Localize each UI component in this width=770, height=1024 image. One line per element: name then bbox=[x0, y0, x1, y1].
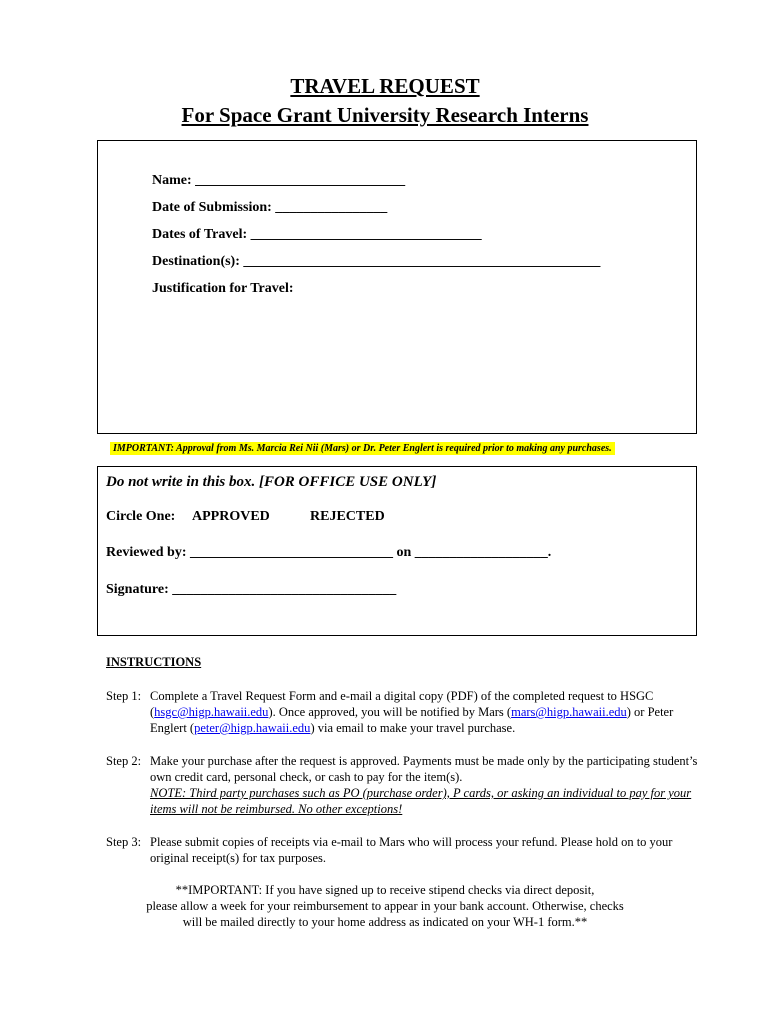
step-3 bbox=[106, 834, 706, 866]
step-1-label: Step 1: bbox=[106, 689, 142, 703]
reviewed-by-field[interactable]: Reviewed by: _____________________________ on ___________________. bbox=[106, 545, 552, 560]
page-title: TRAVEL REQUEST bbox=[290, 74, 480, 98]
closing-line-2: please allow a week for your reimbursement to appear in your bank account. Otherwise, checks bbox=[146, 899, 624, 913]
closing-notice bbox=[0, 882, 770, 930]
step-3-label: Step 3: bbox=[106, 835, 142, 849]
approved-option[interactable]: APPROVED bbox=[192, 509, 270, 524]
rejected-option[interactable]: REJECTED bbox=[310, 509, 385, 524]
closing-line-3: will be mailed directly to your home address as indicated on your WH-1 form.** bbox=[182, 915, 588, 929]
destinations-field[interactable]: Destination(s): ___________________________________________________ bbox=[152, 254, 601, 269]
step-1-text-a: Complete a Travel Request Form and e-mail a digital copy (PDF) of the completed request to HSGC ( bbox=[150, 689, 654, 719]
hsgc-email-link[interactable]: hsgc@higp.hawaii.edu bbox=[154, 705, 269, 719]
justification-field[interactable]: Justification for Travel: bbox=[152, 281, 294, 296]
mars-email-link[interactable]: mars@higp.hawaii.edu bbox=[511, 705, 627, 719]
travel-dates-field[interactable]: Dates of Travel: _________________________________ bbox=[152, 227, 482, 242]
step-2 bbox=[106, 753, 706, 817]
step-1-text-b: ). Once approved, you will be notified by Mars ( bbox=[268, 705, 512, 719]
closing-line-1: **IMPORTANT: If you have signed up to receive stipend checks via direct deposit, bbox=[175, 883, 595, 897]
step-3-text: Please submit copies of receipts via e-mail to Mars who will process your refund. Please hold on to your original receipt(s) for tax purposes. bbox=[150, 835, 673, 865]
instructions-heading: INSTRUCTIONS bbox=[106, 655, 202, 669]
signature-field[interactable]: Signature: ________________________________ bbox=[106, 582, 397, 597]
step-2-note: NOTE: Third party purchases such as PO (purchase order), P cards, or asking an individual to pay for your items will not be reimbursed. No other exceptions! bbox=[150, 786, 692, 816]
step-2-label: Step 2: bbox=[106, 754, 142, 768]
step-2-text: Make your purchase after the request is approved. Payments must be made only by the participating student’s own credit card, personal check, or cash to pay for the item(s). bbox=[150, 754, 698, 784]
name-field[interactable]: Name: ______________________________ bbox=[152, 173, 406, 188]
step-1 bbox=[106, 688, 706, 736]
step-1-text-c: ) or Peter Englert ( bbox=[150, 705, 674, 735]
office-use-heading: Do not write in this box. [FOR OFFICE USE ONLY] bbox=[106, 474, 437, 490]
peter-email-link[interactable]: peter@higp.hawaii.edu bbox=[194, 721, 311, 735]
page-subtitle: For Space Grant University Research Interns bbox=[181, 103, 589, 127]
submission-date-field[interactable]: Date of Submission: ________________ bbox=[152, 200, 388, 215]
important-approval-note: IMPORTANT: Approval from Ms. Marcia Rei Nii (Mars) or Dr. Peter Englert is required prior to making any purchases. bbox=[110, 442, 615, 455]
step-1-text-d: ) via email to make your travel purchase. bbox=[310, 721, 516, 735]
circle-one-label: Circle One: bbox=[106, 509, 176, 524]
